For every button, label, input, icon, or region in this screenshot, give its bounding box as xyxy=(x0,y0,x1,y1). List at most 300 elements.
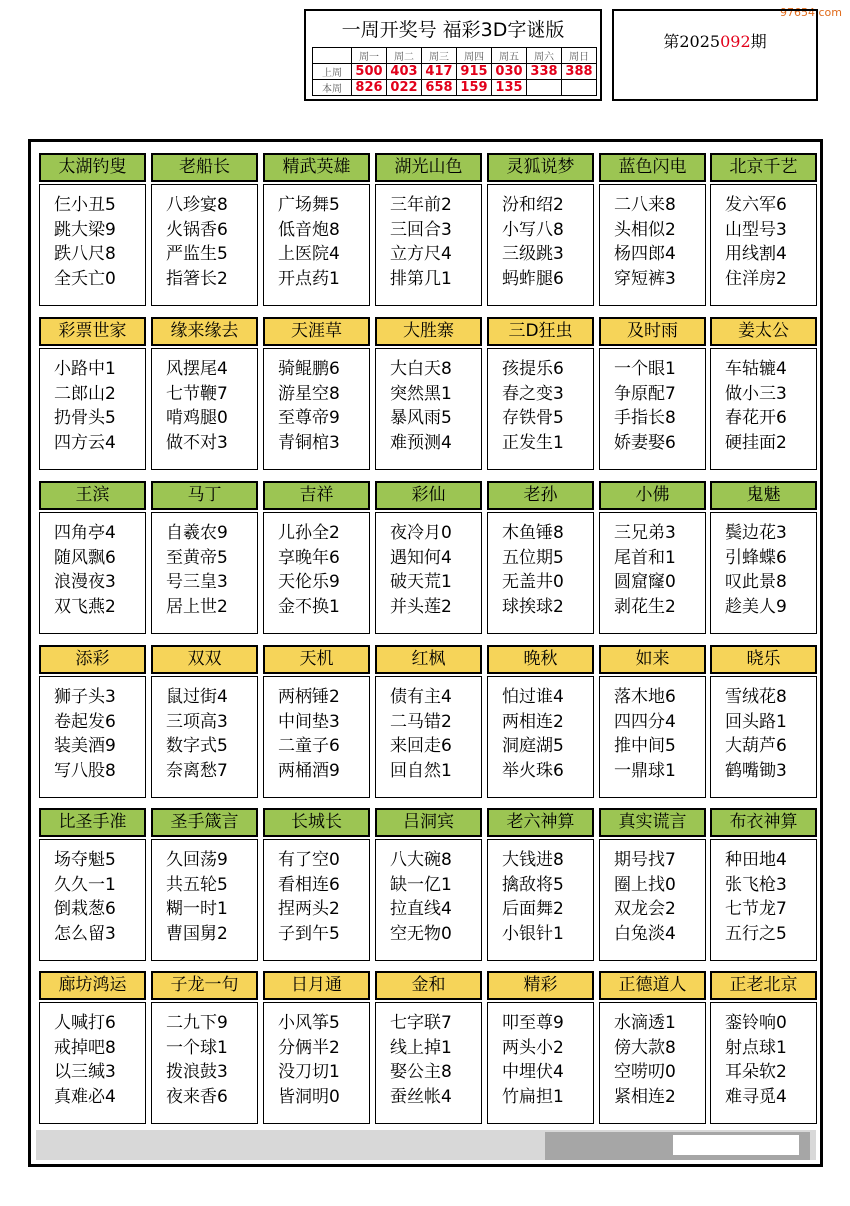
riddle-line: 游星空8 xyxy=(278,383,340,404)
riddle-card-title: 北京千艺 xyxy=(710,153,817,182)
riddle-card-body xyxy=(710,512,817,634)
riddle-line: 两桶酒9 xyxy=(278,760,340,781)
riddle-card-title: 双双 xyxy=(151,645,258,674)
riddle-line: 叹此景8 xyxy=(725,572,787,592)
riddle-card-body xyxy=(599,676,706,798)
riddle-card xyxy=(39,317,146,468)
riddle-card xyxy=(263,481,370,632)
riddle-line: 大白天8 xyxy=(390,359,452,379)
riddle-card-body xyxy=(487,348,594,470)
riddle-line: 捏两头2 xyxy=(278,899,340,919)
riddle-line: 球挨球2 xyxy=(502,596,564,617)
riddle-card-title: 布衣神算 xyxy=(710,808,817,837)
riddle-line: 仨小丑5 xyxy=(54,195,116,215)
riddle-grid xyxy=(28,139,823,1167)
riddle-line: 傍大款8 xyxy=(614,1037,676,1058)
riddle-line: 一个球1 xyxy=(166,1037,228,1058)
riddle-card xyxy=(263,645,370,796)
riddle-card-title: 比圣手准 xyxy=(39,808,146,837)
riddle-line: 两头小2 xyxy=(502,1037,564,1058)
riddle-line: 缺一亿1 xyxy=(390,874,452,895)
riddle-line: 白兔淡4 xyxy=(614,923,676,944)
riddle-line: 手指长8 xyxy=(614,408,676,428)
riddle-card-title: 晓乐 xyxy=(710,645,817,674)
riddle-card xyxy=(599,808,706,959)
riddle-line: 三级跳3 xyxy=(502,244,564,264)
riddle-card-body xyxy=(487,676,594,798)
riddle-line: 广场舞5 xyxy=(278,195,340,215)
riddle-line: 回自然1 xyxy=(390,760,452,781)
riddle-card xyxy=(151,317,258,468)
riddle-line: 拉直线4 xyxy=(390,899,452,919)
riddle-line: 中间垫3 xyxy=(278,711,340,732)
riddle-card-title: 及时雨 xyxy=(599,317,706,346)
riddle-card-title: 金和 xyxy=(375,971,482,1000)
riddle-card-title: 老孙 xyxy=(487,481,594,510)
riddle-card-body xyxy=(39,1002,146,1124)
riddle-card-title: 廊坊鸿运 xyxy=(39,971,146,1000)
riddle-card-body xyxy=(710,676,817,798)
riddle-line: 四角亭4 xyxy=(54,523,116,543)
riddle-card-title: 马丁 xyxy=(151,481,258,510)
riddle-card-title: 王滨 xyxy=(39,481,146,510)
riddle-line: 汾和绍2 xyxy=(502,195,564,215)
riddle-card-body xyxy=(263,348,370,470)
riddle-line: 看相连6 xyxy=(278,874,340,895)
riddle-card xyxy=(39,153,146,304)
riddle-card xyxy=(375,808,482,959)
riddle-line: 硬挂面2 xyxy=(725,432,787,453)
riddle-line: 七节鞭7 xyxy=(166,383,228,404)
riddle-line: 圈上找0 xyxy=(614,874,676,895)
riddle-card xyxy=(375,153,482,304)
riddle-line: 尾首和1 xyxy=(614,547,676,568)
draw-number: 030 xyxy=(492,64,527,80)
table-corner xyxy=(313,48,352,64)
riddle-card-body xyxy=(263,512,370,634)
riddle-line: 鬓边花3 xyxy=(725,523,787,543)
riddle-card-title: 圣手箴言 xyxy=(151,808,258,837)
riddle-line: 期号找7 xyxy=(614,850,676,870)
riddle-line: 天伦乐9 xyxy=(278,572,340,592)
riddle-line: 卷起发6 xyxy=(54,711,116,732)
riddle-line: 二八来8 xyxy=(614,195,676,215)
riddle-card-title: 添彩 xyxy=(39,645,146,674)
riddle-card-title: 彩仙 xyxy=(375,481,482,510)
riddle-card xyxy=(151,645,258,796)
riddle-card xyxy=(39,481,146,632)
riddle-card xyxy=(39,808,146,959)
riddle-card xyxy=(39,971,146,1122)
riddle-line: 正发生1 xyxy=(502,432,564,453)
riddle-line: 火锅香6 xyxy=(166,219,228,240)
riddle-line: 三兄弟3 xyxy=(614,523,676,543)
riddle-line: 做小三3 xyxy=(725,383,787,404)
riddle-card-title: 大胜寨 xyxy=(375,317,482,346)
draw-number: 915 xyxy=(457,64,492,80)
riddle-card xyxy=(375,971,482,1122)
riddle-card xyxy=(39,645,146,796)
riddle-card-title: 吕洞宾 xyxy=(375,808,482,837)
riddle-card xyxy=(263,808,370,959)
riddle-card-body xyxy=(375,676,482,798)
riddle-card-body xyxy=(151,676,258,798)
riddle-card-body xyxy=(710,839,817,961)
riddle-line: 来回走6 xyxy=(390,736,452,756)
riddle-card xyxy=(151,481,258,632)
riddle-line: 用线割4 xyxy=(725,244,787,264)
day-header: 周一 xyxy=(352,48,387,64)
riddle-card-title: 吉祥 xyxy=(263,481,370,510)
riddle-line: 暴风雨5 xyxy=(390,408,452,428)
riddle-line: 小风筝5 xyxy=(278,1013,340,1033)
riddle-line: 娶公主8 xyxy=(390,1062,452,1082)
riddle-line: 两柄锤2 xyxy=(278,687,340,707)
riddle-line: 破天荒1 xyxy=(390,572,452,592)
riddle-card-title: 正德道人 xyxy=(599,971,706,1000)
riddle-line: 大葫芦6 xyxy=(725,736,787,756)
riddle-line: 叩至尊9 xyxy=(502,1013,564,1033)
riddle-line: 鼠过街4 xyxy=(166,687,228,707)
riddle-line: 排第几1 xyxy=(390,268,452,289)
riddle-line: 难预测4 xyxy=(390,432,452,453)
riddle-line: 洞庭湖5 xyxy=(502,736,564,756)
draw-number: 826 xyxy=(352,80,387,96)
riddle-card xyxy=(487,481,594,632)
day-header: 周二 xyxy=(387,48,422,64)
draw-number xyxy=(527,80,562,96)
riddle-line: 后面舞2 xyxy=(502,899,564,919)
riddle-line: 争原配7 xyxy=(614,383,676,404)
riddle-card-title: 子龙一句 xyxy=(151,971,258,1000)
draw-number: 500 xyxy=(352,64,387,80)
riddle-card-title: 小佛 xyxy=(599,481,706,510)
riddle-line: 拨浪鼓3 xyxy=(166,1062,228,1082)
riddle-card-title: 鬼魅 xyxy=(710,481,817,510)
riddle-card-body xyxy=(263,676,370,798)
riddle-line: 存铁骨5 xyxy=(502,408,564,428)
riddle-line: 扔骨头5 xyxy=(54,408,116,428)
riddle-line: 装美酒9 xyxy=(54,736,116,756)
riddle-line: 圆窟窿0 xyxy=(614,572,676,592)
riddle-line: 山型号3 xyxy=(725,219,787,240)
riddle-line: 八珍宴8 xyxy=(166,195,228,215)
riddle-line: 皆洞明0 xyxy=(278,1086,340,1107)
riddle-card xyxy=(599,645,706,796)
riddle-line: 一鼎球1 xyxy=(614,760,676,781)
riddle-card-title: 缘来缘去 xyxy=(151,317,258,346)
riddle-line: 双龙会2 xyxy=(614,899,676,919)
riddle-line: 双飞燕2 xyxy=(54,596,116,617)
riddle-card-body xyxy=(151,1002,258,1124)
last-week-label: 上周 xyxy=(313,64,352,80)
draw-number: 417 xyxy=(422,64,457,80)
riddle-card-title: 彩票世家 xyxy=(39,317,146,346)
riddle-line: 戒掉吧8 xyxy=(54,1037,116,1058)
riddle-card-body xyxy=(151,512,258,634)
riddle-line: 指箸长2 xyxy=(166,268,228,289)
riddle-card-title: 正老北京 xyxy=(710,971,817,1000)
riddle-card-body xyxy=(710,1002,817,1124)
riddle-line: 落木地6 xyxy=(614,687,676,707)
riddle-line: 雪绒花8 xyxy=(725,687,787,707)
day-header: 周五 xyxy=(492,48,527,64)
riddle-card xyxy=(710,153,817,304)
riddle-line: 杨四郎4 xyxy=(614,244,676,264)
riddle-line: 线上掉1 xyxy=(390,1037,452,1058)
riddle-line: 引蜂蝶6 xyxy=(725,547,787,568)
draw-number: 135 xyxy=(492,80,527,96)
riddle-line: 五位期5 xyxy=(502,547,564,568)
riddle-line: 头相似2 xyxy=(614,219,676,240)
riddle-line: 发六军6 xyxy=(725,195,787,215)
draw-number xyxy=(562,80,597,96)
riddle-card xyxy=(151,971,258,1122)
riddle-card-body xyxy=(487,1002,594,1124)
riddle-card-title: 真实谎言 xyxy=(599,808,706,837)
riddle-line: 蚕丝帐4 xyxy=(390,1086,452,1107)
riddle-line: 浪漫夜3 xyxy=(54,572,116,592)
riddle-line: 债有主4 xyxy=(390,687,452,707)
riddle-line: 小路中1 xyxy=(54,359,116,379)
riddle-card xyxy=(375,645,482,796)
riddle-card-title: 精武英雄 xyxy=(263,153,370,182)
riddle-card-title: 灵狐说梦 xyxy=(487,153,594,182)
riddle-line: 糊一时1 xyxy=(166,899,228,919)
riddle-card xyxy=(375,317,482,468)
riddle-line: 随风飘6 xyxy=(54,547,116,568)
riddle-card-body xyxy=(710,184,817,306)
riddle-line: 曹国舅2 xyxy=(166,923,228,944)
riddle-line: 木鱼锤8 xyxy=(502,523,564,543)
riddle-card-body xyxy=(375,839,482,961)
day-header: 周四 xyxy=(457,48,492,64)
riddle-line: 种田地4 xyxy=(725,850,787,870)
weekly-draw-table xyxy=(312,47,597,96)
riddle-line: 一个眼1 xyxy=(614,359,676,379)
riddle-card-body xyxy=(375,184,482,306)
draw-number: 658 xyxy=(422,80,457,96)
riddle-line: 金不换1 xyxy=(278,596,340,617)
riddle-card-body xyxy=(39,184,146,306)
riddle-line: 无盖井0 xyxy=(502,572,564,592)
riddle-line: 空无物0 xyxy=(390,923,452,944)
riddle-line: 突然黑1 xyxy=(390,383,452,404)
riddle-card xyxy=(710,481,817,632)
riddle-card-title: 精彩 xyxy=(487,971,594,1000)
riddle-line: 车轱辘4 xyxy=(725,359,787,379)
day-header: 周六 xyxy=(527,48,562,64)
riddle-card-body xyxy=(487,839,594,961)
riddle-card xyxy=(599,481,706,632)
riddle-card-body xyxy=(599,1002,706,1124)
riddle-card xyxy=(151,808,258,959)
riddle-card-title: 日月通 xyxy=(263,971,370,1000)
riddle-line: 耳朵软2 xyxy=(725,1062,787,1082)
riddle-line: 做不对3 xyxy=(166,432,228,453)
riddle-line: 真难必4 xyxy=(54,1086,116,1107)
riddle-line: 推中间5 xyxy=(614,736,676,756)
riddle-card-body xyxy=(263,1002,370,1124)
riddle-line: 数字式5 xyxy=(166,736,228,756)
riddle-line: 并头莲2 xyxy=(390,596,452,617)
day-header: 周日 xyxy=(562,48,597,64)
riddle-line: 孩提乐6 xyxy=(502,359,564,379)
riddle-line: 小写八8 xyxy=(502,219,564,240)
riddle-line: 五行之5 xyxy=(725,923,787,944)
riddle-card-title: 湖光山色 xyxy=(375,153,482,182)
riddle-line: 奈离愁7 xyxy=(166,760,228,781)
riddle-line: 空唠叨0 xyxy=(614,1062,676,1082)
riddle-card-body xyxy=(487,512,594,634)
riddle-line: 两相连2 xyxy=(502,711,564,732)
riddle-card-body xyxy=(263,184,370,306)
issue-number: 第2025092期 xyxy=(663,32,767,51)
riddle-line: 骑鲲鹏6 xyxy=(278,359,340,379)
riddle-line: 久回荡9 xyxy=(166,850,228,870)
riddle-line: 狮子头3 xyxy=(54,687,116,707)
riddle-card xyxy=(487,317,594,468)
riddle-line: 风摆尾4 xyxy=(166,359,228,379)
riddle-line: 紧相连2 xyxy=(614,1086,676,1107)
riddle-card-title: 姜太公 xyxy=(710,317,817,346)
riddle-line: 居上世2 xyxy=(166,596,228,617)
draw-number: 403 xyxy=(387,64,422,80)
riddle-line: 低音炮8 xyxy=(278,219,340,240)
riddle-line: 儿孙全2 xyxy=(278,523,340,543)
riddle-card-title: 天涯草 xyxy=(263,317,370,346)
riddle-card xyxy=(263,971,370,1122)
riddle-line: 中埋伏4 xyxy=(502,1062,564,1082)
riddle-card-body xyxy=(710,348,817,470)
riddle-line: 二马错2 xyxy=(390,711,452,732)
riddle-line: 三项高3 xyxy=(166,711,228,732)
riddle-line: 啃鸡腿0 xyxy=(166,408,228,428)
riddle-line: 子到午5 xyxy=(278,923,340,944)
riddle-card-body xyxy=(39,512,146,634)
riddle-card xyxy=(710,971,817,1122)
riddle-card-body xyxy=(39,676,146,798)
riddle-card-body xyxy=(599,839,706,961)
riddle-line: 遇知何4 xyxy=(390,547,452,568)
issue-box xyxy=(612,9,818,101)
riddle-line: 二童子6 xyxy=(278,736,340,756)
riddle-line: 张飞枪3 xyxy=(725,874,787,895)
footer-blank xyxy=(673,1135,799,1155)
footer-box xyxy=(545,1132,810,1160)
riddle-card-title: 长城长 xyxy=(263,808,370,837)
riddle-line: 全夭亡0 xyxy=(54,268,116,289)
this-week-label: 本周 xyxy=(313,80,352,96)
riddle-line: 至黄帝5 xyxy=(166,547,228,568)
draw-number: 022 xyxy=(387,80,422,96)
riddle-line: 举火珠6 xyxy=(502,760,564,781)
riddle-line: 八大碗8 xyxy=(390,850,452,870)
riddle-card-title: 老六神算 xyxy=(487,808,594,837)
riddle-line: 銮铃响0 xyxy=(725,1013,787,1033)
riddle-card xyxy=(487,153,594,304)
riddle-card-body xyxy=(263,839,370,961)
riddle-line: 上医院4 xyxy=(278,244,340,264)
riddle-card xyxy=(599,317,706,468)
draw-number: 159 xyxy=(457,80,492,96)
riddle-line: 二郎山2 xyxy=(54,383,116,404)
riddle-line: 射点球1 xyxy=(725,1037,787,1058)
riddle-line: 以三缄3 xyxy=(54,1062,116,1082)
riddle-card xyxy=(710,808,817,959)
riddle-card-title: 红枫 xyxy=(375,645,482,674)
riddle-card-title: 晚秋 xyxy=(487,645,594,674)
riddle-line: 擒敌将5 xyxy=(502,874,564,895)
riddle-line: 怕过谁4 xyxy=(502,687,564,707)
riddle-line: 至尊帝9 xyxy=(278,408,340,428)
riddle-line: 水滴透1 xyxy=(614,1013,676,1033)
riddle-card-title: 三D狂虫 xyxy=(487,317,594,346)
riddle-card-body xyxy=(599,512,706,634)
riddle-card xyxy=(599,153,706,304)
riddle-card xyxy=(263,153,370,304)
riddle-line: 严监生5 xyxy=(166,244,228,264)
riddle-card xyxy=(487,971,594,1122)
riddle-line: 写八股8 xyxy=(54,760,116,781)
day-header: 周三 xyxy=(422,48,457,64)
riddle-line: 趁美人9 xyxy=(725,596,787,617)
riddle-line: 四方云4 xyxy=(54,432,116,453)
riddle-line: 分俩半2 xyxy=(278,1037,340,1058)
riddle-line: 住洋房2 xyxy=(725,268,787,289)
weekly-draw-title: 一周开奖号 福彩3D字谜版 xyxy=(341,19,565,41)
riddle-card-body xyxy=(39,348,146,470)
riddle-card-title: 天机 xyxy=(263,645,370,674)
riddle-card xyxy=(151,153,258,304)
riddle-line: 夜冷月0 xyxy=(390,523,452,543)
riddle-card-body xyxy=(151,348,258,470)
riddle-card xyxy=(487,645,594,796)
riddle-line: 自羲农9 xyxy=(166,523,228,543)
riddle-line: 怎么留3 xyxy=(54,923,116,944)
riddle-line: 四四分4 xyxy=(614,711,676,732)
riddle-card xyxy=(710,317,817,468)
riddle-line: 大钱进8 xyxy=(502,850,564,870)
riddle-line: 剥花生2 xyxy=(614,596,676,617)
riddle-line: 二九下9 xyxy=(166,1013,228,1033)
riddle-card xyxy=(599,971,706,1122)
riddle-card-title: 太湖钓叟 xyxy=(39,153,146,182)
riddle-card xyxy=(375,481,482,632)
riddle-card-body xyxy=(599,348,706,470)
riddle-line: 开点药1 xyxy=(278,268,340,289)
riddle-line: 春花开6 xyxy=(725,408,787,428)
riddle-line: 娇妻娶6 xyxy=(614,432,676,453)
site-watermark: 97654.com xyxy=(780,6,842,19)
riddle-card-body xyxy=(375,348,482,470)
riddle-line: 竹扁担1 xyxy=(502,1086,564,1107)
riddle-card-body xyxy=(39,839,146,961)
riddle-line: 人喊打6 xyxy=(54,1013,116,1033)
riddle-line: 蚂蚱腿6 xyxy=(502,268,564,289)
riddle-line: 享晚年6 xyxy=(278,547,340,568)
riddle-line: 久久一1 xyxy=(54,874,116,895)
riddle-card-title: 老船长 xyxy=(151,153,258,182)
riddle-line: 青铜棺3 xyxy=(278,432,340,453)
riddle-line: 鹤嘴锄3 xyxy=(725,760,787,781)
riddle-line: 穿短裤3 xyxy=(614,268,676,289)
riddle-line: 有了空0 xyxy=(278,850,340,870)
riddle-line: 回头路1 xyxy=(725,711,787,732)
riddle-line: 号三皇3 xyxy=(166,572,228,592)
riddle-line: 三年前2 xyxy=(390,195,452,215)
riddle-card-body xyxy=(375,512,482,634)
